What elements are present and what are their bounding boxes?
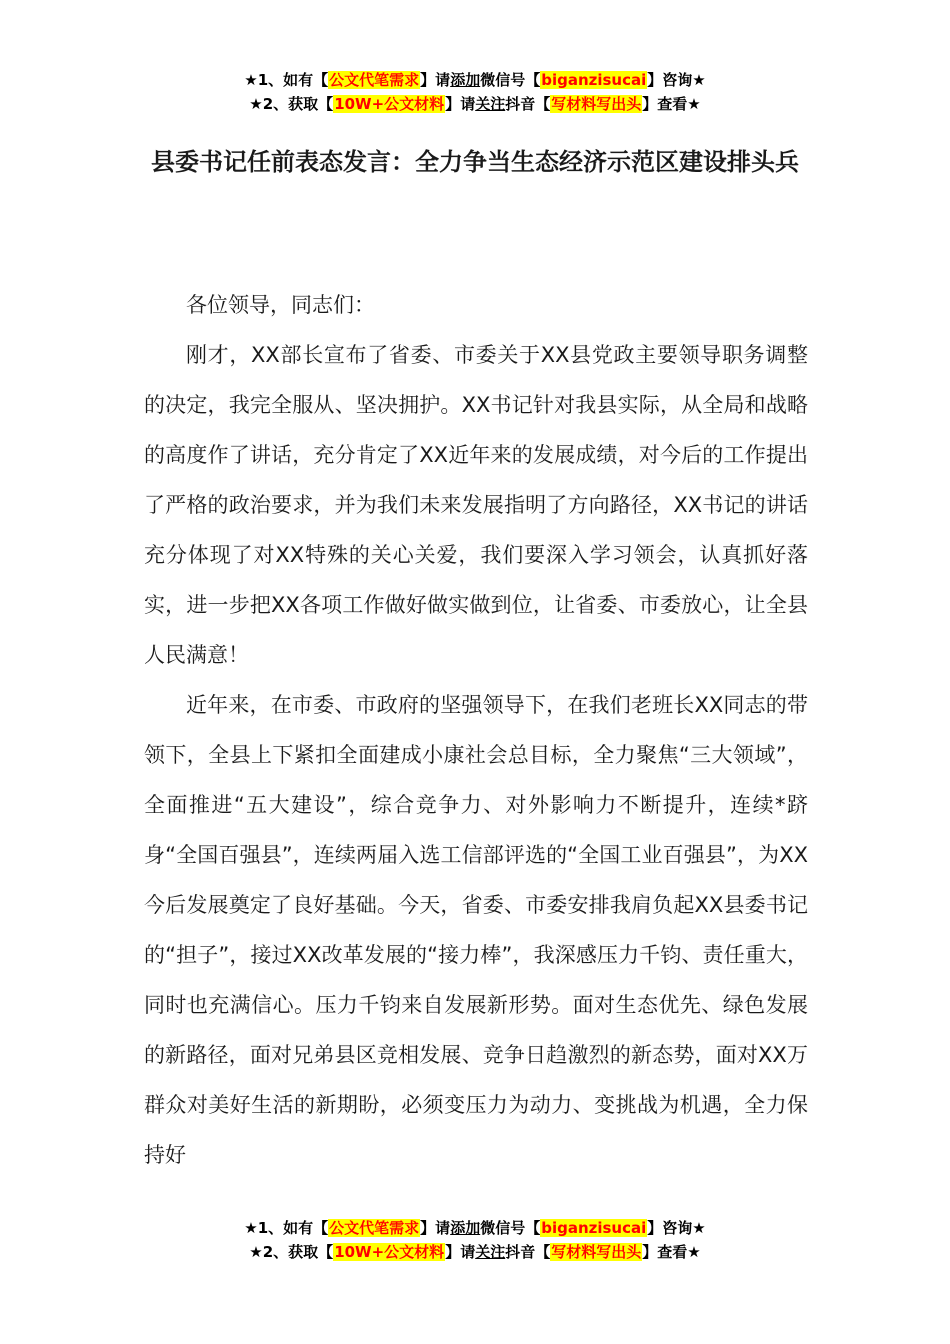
star-icon: ★ [249,95,263,113]
document-body [144,280,808,1180]
promo-banner-bottom [0,1216,950,1264]
promo-text: 2、获取【 [262,1243,334,1261]
promo-text: 】查看★ [642,95,701,113]
promo-text: 1、如有【 [257,71,329,89]
promo-line-1 [0,68,950,92]
promo-douyin-id: 写材料写出头 [551,95,642,113]
document-title: 县委书记任前表态发言：全力争当生态经济示范区建设排头兵 [151,148,799,176]
promo-underlined: 关注 [475,95,506,113]
promo-wechat-id: biganzisucai [541,1219,647,1237]
promo-text: 】请 [420,1219,451,1237]
promo-text: 】查看★ [642,1243,701,1261]
promo-text: 】请 [420,71,451,89]
promo-text: 微信号【 [480,1219,541,1237]
promo-douyin-id: 写材料写出头 [551,1243,642,1261]
promo-text: 1、如有【 [257,1219,329,1237]
promo-underlined: 添加 [450,71,481,89]
promo-highlight: 公文代笔需求 [329,71,420,89]
promo-text: 2、获取【 [262,95,334,113]
promo-text: 】请 [445,95,476,113]
body-paragraph: 刚才，XX部长宣布了省委、市委关于XX县党政主要领导职务调整的决定，我完全服从、坚决拥护。XX书记针对我县实际，从全局和战略的高度作了讲话，充分肯定了XX近年来的发展成绩，对今后的工作提出了严格的政治要求，并为我们未来发展指明了方向路径，XX书记的讲话充分体现了对XX特殊的关心关爱，我们要深入学习领会，认真抓好落实，进一步把XX各项工作做好做实做到位，让省委、市委放心，让全县人民满意！ [144,343,808,667]
promo-line-2 [0,92,950,116]
promo-wechat-id: biganzisucai [541,71,647,89]
promo-banner-top [0,68,950,116]
star-icon: ★ [244,71,258,89]
body-paragraph: 近年来，在市委、市政府的坚强领导下，在我们老班长XX同志的带领下，全县上下紧扣全面建成小康社会总目标，全力聚焦“三大领域”，全面推进“五大建设”，综合竞争力、对外影响力不断提升，连续*跻身“全国百强县”，连续两届入选工信部评选的“全国工业百强县”，为XX今后发展奠定了良好基础。今天，省委、市委安排我肩负起XX县委书记的“担子”，接过XX改革发展的“接力棒”，我深感压力千钧、责任重大，同时也充满信心。压力千钧来自发展新形势。面对生态优先、绿色发展的新路径，面对兄弟县区竞相发展、竞争日趋激烈的新态势，面对XX万群众对美好生活的新期盼，必须变压力为动力、变挑战为机遇，全力保持好 [144,693,808,1167]
promo-highlight: 公文代笔需求 [329,1219,420,1237]
promo-text: 】请 [445,1243,476,1261]
promo-underlined: 添加 [450,1219,481,1237]
salutation: 各位领导，同志们： [186,293,375,317]
promo-text: 抖音【 [505,1243,551,1261]
promo-text: 抖音【 [505,95,551,113]
promo-text: 微信号【 [480,71,541,89]
promo-highlight: 10W+公文材料 [334,1243,445,1261]
promo-line-2 [0,1240,950,1264]
promo-highlight: 10W+公文材料 [334,95,445,113]
star-icon: ★ [249,1243,263,1261]
promo-text: 】咨询★ [647,1219,706,1237]
star-icon: ★ [244,1219,258,1237]
promo-text: 】咨询★ [647,71,706,89]
promo-underlined: 关注 [475,1243,506,1261]
promo-line-1 [0,1216,950,1240]
